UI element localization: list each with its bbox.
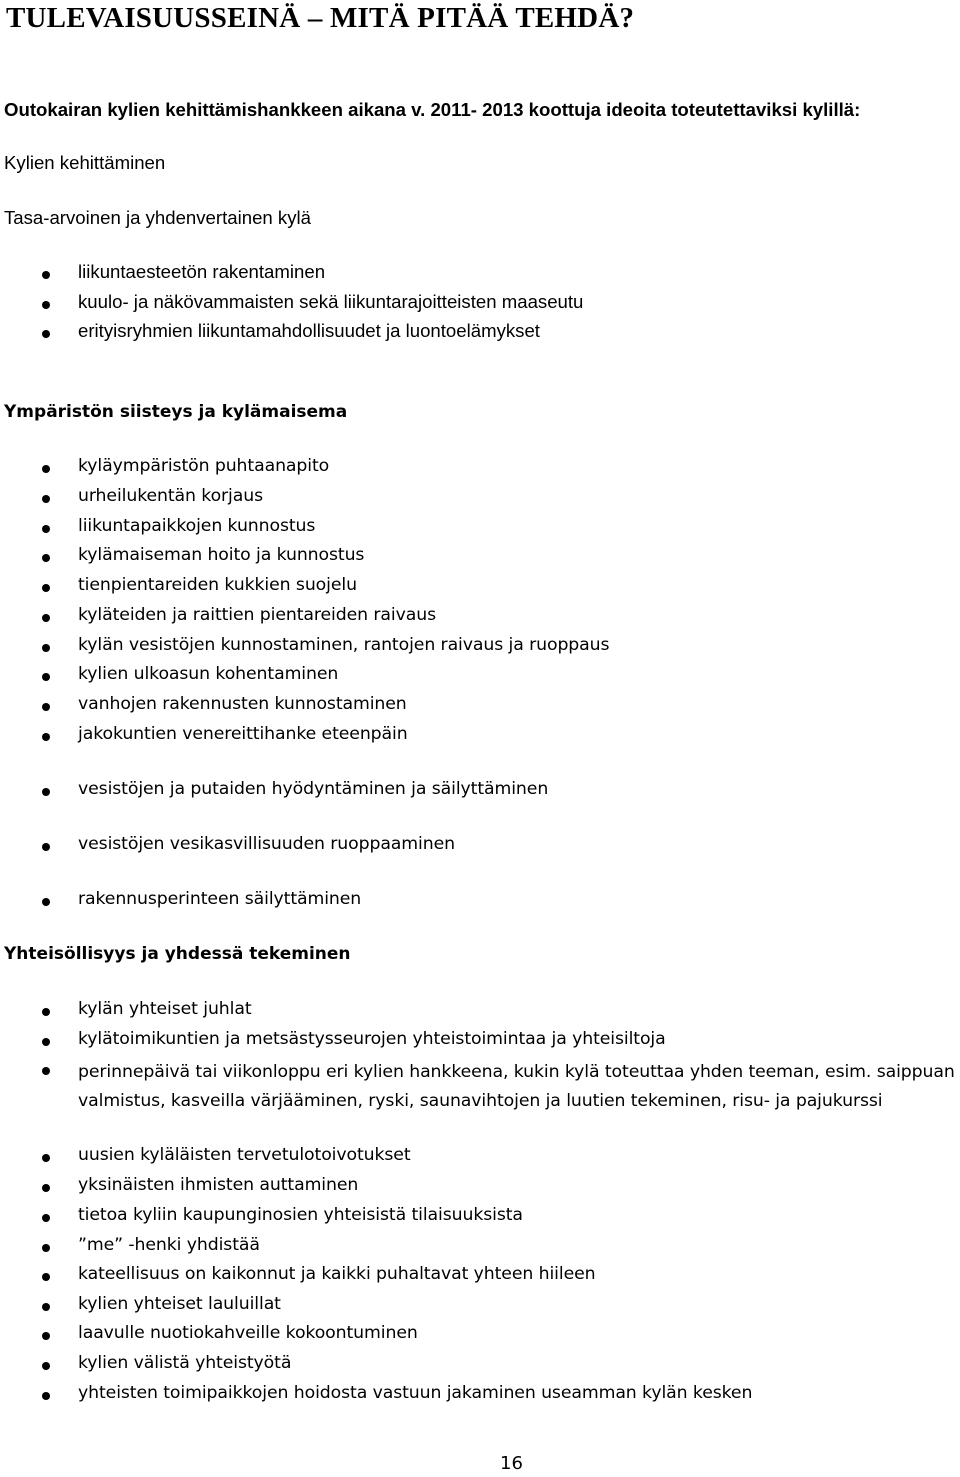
list-item: yhteisten toimipaikkojen hoidosta vastuun jakaminen useamman kylän kesken xyxy=(0,1383,960,1413)
bullet-icon xyxy=(42,495,50,503)
bullet-icon xyxy=(42,644,50,652)
list-item: kateellisuus on kaikonnut ja kaikki puhaltavat yhteen hiileen xyxy=(0,1264,960,1294)
list-item: ”me” -henki yhdistää xyxy=(0,1235,960,1265)
subheading: Kylien kehittäminen xyxy=(4,152,166,173)
page-number: 16 xyxy=(500,1453,523,1474)
bullet-icon xyxy=(42,584,50,592)
bullet-icon xyxy=(42,843,50,851)
list-item: kuulo- ja näkövammaisten sekä liikuntarajoitteisten maaseutu xyxy=(0,291,960,321)
section-heading-environment: Ympäristön siisteys ja kylämaisema xyxy=(4,402,348,422)
list-item: kylien ulkoasun kohentaminen xyxy=(0,664,960,694)
bullet-icon xyxy=(42,1038,50,1046)
bullet-icon xyxy=(42,330,50,338)
bullet-icon xyxy=(42,733,50,741)
bullet-icon xyxy=(42,1008,50,1016)
bullet-icon xyxy=(42,271,50,279)
intro-text: Outokairan kylien kehittämishankkeen aikana v. 2011- 2013 koottuja ideoita toteutettaviksi kylillä: xyxy=(4,99,861,120)
bullet-icon xyxy=(42,554,50,562)
list-item: vanhojen rakennusten kunnostaminen xyxy=(0,694,960,724)
bullet-icon xyxy=(42,465,50,473)
list-item: vesistöjen vesikasvillisuuden ruoppaaminen xyxy=(0,834,960,864)
list-item: kylien välistä yhteistyötä xyxy=(0,1353,960,1383)
list-item: kylän vesistöjen kunnostaminen, rantojen raivaus ja ruoppaus xyxy=(0,635,960,665)
list-item: kyläteiden ja raittien pientareiden raivaus xyxy=(0,605,960,635)
list-item: tietoa kyliin kaupunginosien yhteisistä tilaisuuksista xyxy=(0,1205,960,1235)
list-item: kyläympäristön puhtaanapito xyxy=(0,456,960,486)
list-item: yksinäisten ihmisten auttaminen xyxy=(0,1175,960,1205)
bullet-icon xyxy=(42,1392,50,1400)
bullet-icon xyxy=(42,1362,50,1370)
list-item: kylän yhteiset juhlat xyxy=(0,999,960,1029)
list-item: uusien kyläläisten tervetulotoivotukset xyxy=(0,1145,960,1175)
page-title: TULEVAISUUSSEINÄ – MITÄ PITÄÄ TEHDÄ? xyxy=(6,2,635,34)
bullet-icon xyxy=(42,898,50,906)
list-item: kylätoimikuntien ja metsästysseurojen yhteistoimintaa ja yhteisiltoja xyxy=(0,1029,960,1059)
bullet-icon xyxy=(42,1332,50,1340)
bullet-icon xyxy=(42,1214,50,1222)
bullet-icon xyxy=(42,1303,50,1311)
bullet-icon xyxy=(42,301,50,309)
bullet-icon xyxy=(42,1154,50,1162)
list-item: liikuntapaikkojen kunnostus xyxy=(0,516,960,546)
list-item: tienpientareiden kukkien suojelu xyxy=(0,575,960,605)
list-item: erityisryhmien liikuntamahdollisuudet ja luontoelämykset xyxy=(0,320,960,350)
bullet-icon xyxy=(42,1244,50,1252)
bullet-icon xyxy=(42,788,50,796)
section-heading-equality: Tasa-arvoinen ja yhdenvertainen kylä xyxy=(4,207,311,228)
list-item: kylien yhteiset lauluillat xyxy=(0,1294,960,1324)
list-item: urheilukentän korjaus xyxy=(0,486,960,516)
list-item: laavulle nuotiokahveille kokoontuminen xyxy=(0,1323,960,1353)
section-heading-community: Yhteisöllisyys ja yhdessä tekeminen xyxy=(4,944,351,964)
list-item: kylämaiseman hoito ja kunnostus xyxy=(0,545,960,575)
list-item: liikuntaesteetön rakentaminen xyxy=(0,261,960,291)
bullet-icon xyxy=(42,1184,50,1192)
list-item: perinnepäivä tai viikonloppu eri kylien hankkeena, kukin kylä toteuttaa yhden teeman, esim. saippuan valmistus, kasveilla värjääminen, ryski, saunavihtojen ja luutien tekeminen, risu- ja pajukurssi xyxy=(0,1058,960,1148)
list-item: jakokuntien venereittihanke eteenpäin xyxy=(0,724,960,754)
list-item: vesistöjen ja putaiden hyödyntäminen ja säilyttäminen xyxy=(0,779,960,809)
list-item: rakennusperinteen säilyttäminen xyxy=(0,889,960,919)
bullet-icon xyxy=(42,614,50,622)
bullet-icon xyxy=(42,1273,50,1281)
bullet-icon xyxy=(42,1067,50,1075)
bullet-icon xyxy=(42,673,50,681)
bullet-icon xyxy=(42,525,50,533)
bullet-icon xyxy=(42,703,50,711)
